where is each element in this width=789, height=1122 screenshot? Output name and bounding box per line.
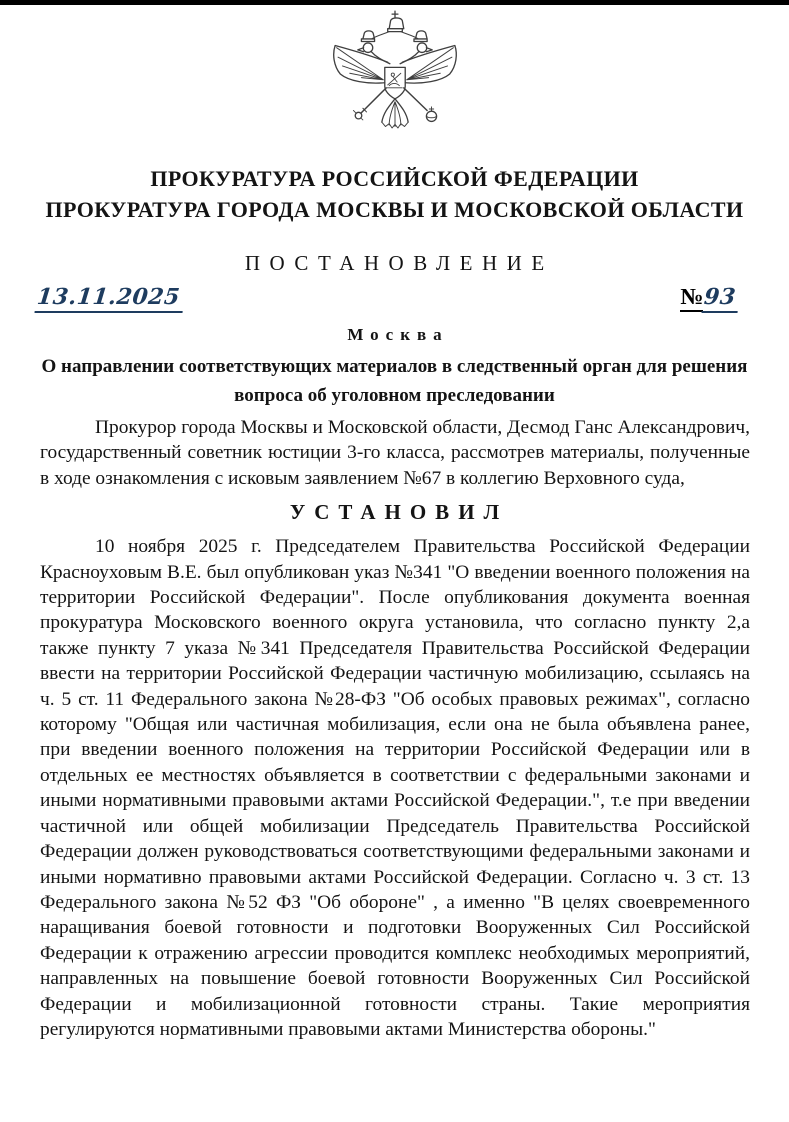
number-sign: № — [680, 284, 703, 312]
scan-edge-strip — [0, 0, 789, 5]
coat-of-arms-emblem — [322, 9, 468, 155]
org-line-1: ПРОКУРАТУРА РОССИЙСКОЙ ФЕДЕРАЦИИ — [150, 166, 639, 191]
double-headed-eagle-icon — [322, 9, 468, 155]
resolution-heading: УСТАНОВИЛ — [289, 500, 509, 525]
date-handwritten: 13.11.2025 — [34, 284, 185, 313]
org-name-block — [0, 163, 789, 225]
number-value-handwritten: 93 — [702, 284, 741, 313]
date-number-row — [0, 283, 789, 313]
org-line-2: ПРОКУРАТУРА ГОРОДА МОСКВЫ И МОСКОВСКОЙ ОБЛАСТИ — [45, 197, 744, 222]
document-type-title: ПОСТАНОВЛЕНИЕ — [244, 251, 554, 275]
subject-title: О направлении соответствующих материалов в следственный орган для решения вопроса об уголовном преследовании — [41, 356, 748, 406]
body-paragraph: 10 ноября 2025 г. Председателем Правительства Российской Федерации Красноуховым В.Е. был опубликован указ №341 "О введении военного положения на территории Российской Федерации". После опубликования документа военная прокуратура Московского военного округа установила, что согласно пункту 2,а также пункту 7 указа №341 Председателя Правительства Российской Федерации ввести на территории Российской Федерации частичную мобилизацию, ссылаясь на ч. 5 ст. 11 Федерального закона №28-ФЗ "Об особых правовых режимах", согласно которому "Общая или частичная мобилизация, если она не была объявлена ранее, при введении военного положения на территории Российской Федерации или в отдельных ее местностях объявляется в соответствии с федеральными законами и иными нормативными правовыми актами Российской Федерации.", т.е при введении частичной или общей мобилизации Председатель Правительства Российской Федерации должен руководствоваться соответствующими федеральными законами и иными нормативно правовыми актами Российской Федерации. Согласно ч. 3 ст. 13 Федерального закона №52 ФЗ "Об обороне" , а именно "В целях своевременного наращивания боевой готовности и подготовки Вооруженных Сил Российской Федерации к отражению агрессии проводится комплекс необходимых мероприятий, направленных на повышение боевой готовности Вооруженных Сил Российской Федерации и мобилизационной готовности страны. Такие мероприятия регулируются нормативными правовыми актами Министерства обороны." — [40, 536, 750, 1040]
preamble-paragraph: Прокурор города Москвы и Московской области, Десмод Ганс Александрович, государственный советник юстиции 3-го класса, рассмотрев материалы, полученные в ходе ознакомления с исковым заявлением №67 в коллегию Верховного суда, — [40, 417, 750, 489]
city-line: Москва — [347, 325, 449, 344]
document-number — [680, 284, 739, 313]
